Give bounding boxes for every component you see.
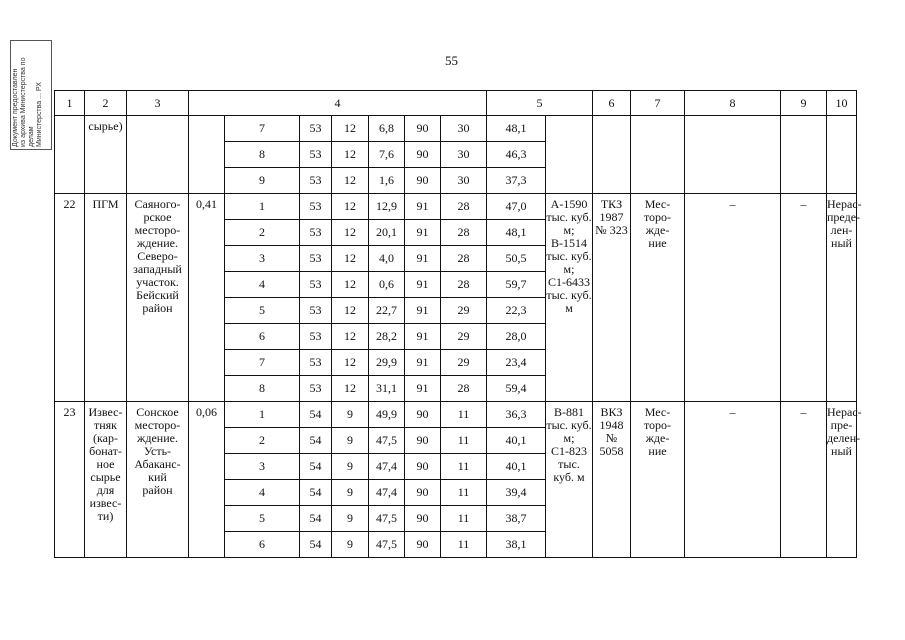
subtable-cell: 11 — [441, 480, 487, 506]
deposit-location-line: Бейский — [136, 288, 179, 302]
protocol-line: 1948 — [599, 418, 624, 432]
deposit-location-line: участок. — [136, 275, 179, 289]
subtable-cell: 46,3 — [487, 142, 546, 168]
mineral-name-line: для — [96, 483, 115, 497]
subtable-cell: 47,4 — [369, 454, 405, 480]
deposit-location — [127, 194, 189, 402]
protocol-line: № — [605, 431, 618, 445]
subtable-cell: 49,9 — [369, 402, 405, 428]
deposit-location — [127, 116, 189, 194]
subtable-cell: 11 — [441, 532, 487, 558]
fund-status-line: лен- — [830, 223, 853, 237]
mineral-name-line: ти) — [97, 509, 114, 523]
deposit-location-line: Абаканс- — [134, 457, 181, 471]
mineral-name-line: тняк — [93, 418, 117, 432]
mineral-name — [85, 116, 127, 194]
subtable-cell: 29 — [441, 324, 487, 350]
mineral-name-line: сырье — [90, 470, 121, 484]
subtable-cell: 90 — [405, 532, 441, 558]
subtable-cell: 28,2 — [369, 324, 405, 350]
subtable-cell: 7 — [225, 116, 300, 142]
deposit-location-line: месторо- — [134, 418, 181, 432]
protocol-line: № 323 — [595, 223, 628, 237]
area-value: 0,41 — [189, 194, 225, 402]
col8: – — [781, 402, 827, 558]
reserves — [546, 116, 593, 194]
header-cell: 9 — [781, 91, 827, 116]
deposit-location-line: район — [142, 483, 173, 497]
subtable-cell: 4 — [225, 480, 300, 506]
reserves-line: тыс. — [558, 457, 580, 471]
subtable-cell: 9 — [225, 168, 300, 194]
fund-status-line: Нерас- — [827, 405, 862, 419]
archive-stamp — [10, 40, 52, 150]
subtable-cell: 12 — [332, 142, 369, 168]
subtable-cell: 12 — [332, 376, 369, 402]
subtable-cell: 53 — [300, 298, 332, 324]
table-row — [55, 402, 857, 428]
subtable-cell: 54 — [300, 402, 332, 428]
fund-status-line: преде- — [827, 210, 861, 224]
reserves-line: В-881 — [554, 405, 584, 419]
subtable-cell: 53 — [300, 142, 332, 168]
object-type-line: жде- — [645, 431, 670, 445]
header-cell: 4 — [189, 91, 487, 116]
deposit-location-line: Усть- — [143, 444, 172, 458]
object-type-line: торо- — [643, 418, 672, 432]
subtable-cell: 29 — [441, 298, 487, 324]
header-row — [55, 91, 857, 116]
subtable-cell: 22,3 — [487, 298, 546, 324]
object-type-line: Мес- — [644, 405, 671, 419]
reserves — [546, 402, 593, 558]
header-cell: 6 — [593, 91, 631, 116]
subtable-cell: 90 — [405, 168, 441, 194]
subtable-cell: 38,7 — [487, 506, 546, 532]
subtable-cell: 47,0 — [487, 194, 546, 220]
subtable-cell: 53 — [300, 350, 332, 376]
deposit-location-line: ждение. — [137, 236, 178, 250]
subtable-cell: 11 — [441, 428, 487, 454]
reserves-line: тыс. куб. — [546, 288, 592, 302]
subtable-cell: 47,4 — [369, 480, 405, 506]
col8: – — [781, 194, 827, 402]
subtable-cell: 6 — [225, 324, 300, 350]
stamp-text — [10, 40, 52, 150]
subtable-cell: 28 — [441, 376, 487, 402]
reserves-line: куб. м — [553, 470, 585, 484]
object-type — [631, 402, 685, 558]
subtable-cell: 54 — [300, 480, 332, 506]
subtable-cell: 5 — [225, 298, 300, 324]
subtable-cell: 53 — [300, 272, 332, 298]
area-value — [189, 116, 225, 194]
subtable-cell: 9 — [332, 454, 369, 480]
subtable-cell: 5 — [225, 506, 300, 532]
subtable-cell: 9 — [332, 402, 369, 428]
subtable-cell: 28 — [441, 220, 487, 246]
subtable-cell: 90 — [405, 506, 441, 532]
subtable-cell: 28,0 — [487, 324, 546, 350]
header-cell: 3 — [127, 91, 189, 116]
mineral-name — [85, 194, 127, 402]
subtable-cell: 9 — [332, 428, 369, 454]
subtable-cell: 54 — [300, 532, 332, 558]
deposit-location-line: район — [142, 301, 173, 315]
subtable-cell: 3 — [225, 454, 300, 480]
mineral-name-line: сырье) — [88, 119, 123, 133]
subtable-cell: 90 — [405, 454, 441, 480]
subtable-cell: 3 — [225, 246, 300, 272]
header-cell: 2 — [85, 91, 127, 116]
protocol-line: ВКЗ — [600, 405, 623, 419]
subtable-cell: 90 — [405, 428, 441, 454]
deposits-table — [54, 90, 862, 558]
object-type-line: торо- — [643, 210, 672, 224]
subtable-cell: 7 — [225, 350, 300, 376]
mineral-name-line: извес- — [89, 496, 122, 510]
subtable-cell: 39,4 — [487, 480, 546, 506]
deposit-location-line: рское — [143, 210, 172, 224]
fund-status-line: делен- — [827, 431, 861, 445]
subtable-cell: 12 — [332, 168, 369, 194]
reserves-line: м; — [563, 431, 575, 445]
subtable-cell: 8 — [225, 376, 300, 402]
reserves-line: м; — [563, 223, 575, 237]
object-type-line: ние — [648, 236, 667, 250]
subtable-cell: 12 — [332, 220, 369, 246]
subtable-cell: 53 — [300, 324, 332, 350]
protocol — [593, 402, 631, 558]
fund-status — [827, 402, 862, 558]
subtable-cell: 9 — [332, 506, 369, 532]
col7: – — [685, 194, 781, 402]
fund-status-line: Нерас- — [827, 197, 862, 211]
deposit-location-line: кий — [148, 470, 167, 484]
subtable-cell: 91 — [405, 220, 441, 246]
subtable-cell: 30 — [441, 168, 487, 194]
mineral-name-line: ПГМ — [92, 197, 119, 211]
mineral-name-line: Извес- — [88, 405, 123, 419]
fund-status-line: ный — [831, 444, 852, 458]
subtable-cell: 4,0 — [369, 246, 405, 272]
mineral-name-line: ное — [96, 457, 115, 471]
protocol-line: ТКЗ — [600, 197, 623, 211]
deposit-location-line: месторо- — [134, 223, 181, 237]
subtable-cell: 90 — [405, 480, 441, 506]
subtable-cell: 11 — [441, 454, 487, 480]
subtable-cell: 28 — [441, 246, 487, 272]
subtable-cell: 40,1 — [487, 428, 546, 454]
subtable-cell: 91 — [405, 272, 441, 298]
subtable-cell: 47,5 — [369, 506, 405, 532]
header-cell: 7 — [631, 91, 685, 116]
subtable-cell: 30 — [441, 116, 487, 142]
subtable-cell: 9 — [332, 532, 369, 558]
subtable-cell: 1,6 — [369, 168, 405, 194]
subtable-cell: 90 — [405, 116, 441, 142]
protocol-line: 5058 — [599, 444, 624, 458]
subtable-cell: 37,3 — [487, 168, 546, 194]
subtable-cell: 0,6 — [369, 272, 405, 298]
header-cell: 8 — [685, 91, 781, 116]
reserves-line: А-1590 — [550, 197, 588, 211]
object-type — [631, 194, 685, 402]
reserves-line: тыс. куб. — [546, 418, 592, 432]
subtable-cell: 7,6 — [369, 142, 405, 168]
record-number: 23 — [55, 402, 85, 558]
subtable-cell: 48,1 — [487, 220, 546, 246]
subtable-cell: 53 — [300, 194, 332, 220]
record-number — [55, 116, 85, 194]
subtable-cell: 50,5 — [487, 246, 546, 272]
subtable-cell: 40,1 — [487, 454, 546, 480]
object-type-line: жде- — [645, 223, 670, 237]
subtable-cell: 6,8 — [369, 116, 405, 142]
subtable-cell: 54 — [300, 428, 332, 454]
subtable-cell: 12 — [332, 350, 369, 376]
subtable-cell: 4 — [225, 272, 300, 298]
page-number: 55 — [445, 53, 458, 68]
subtable-cell: 38,1 — [487, 532, 546, 558]
header-cell: 5 — [487, 91, 593, 116]
deposit-location-line: ждение. — [137, 431, 178, 445]
fund-status-line: ный — [831, 236, 852, 250]
subtable-cell: 20,1 — [369, 220, 405, 246]
subtable-cell: 6 — [225, 532, 300, 558]
reserves-line: С1-6433 — [548, 275, 590, 289]
subtable-cell: 90 — [405, 142, 441, 168]
subtable-cell: 12 — [332, 298, 369, 324]
subtable-cell: 11 — [441, 506, 487, 532]
mineral-name — [85, 402, 127, 558]
subtable-cell: 90 — [405, 402, 441, 428]
reserves-line: м — [565, 301, 573, 315]
protocol-line: 1987 — [599, 210, 624, 224]
subtable-cell: 91 — [405, 324, 441, 350]
deposit-location-line: Северо- — [137, 249, 178, 263]
subtable-cell: 59,4 — [487, 376, 546, 402]
subtable-cell: 12 — [332, 246, 369, 272]
subtable-cell: 59,7 — [487, 272, 546, 298]
reserves-line: тыс. куб. — [546, 210, 592, 224]
deposit-location-line: западный — [133, 262, 182, 276]
object-type-line: Мес- — [644, 197, 671, 211]
subtable-cell: 48,1 — [487, 116, 546, 142]
subtable-cell: 91 — [405, 194, 441, 220]
subtable-cell: 36,3 — [487, 402, 546, 428]
fund-status-line: пре- — [830, 418, 853, 432]
subtable-cell: 53 — [300, 168, 332, 194]
reserves-line: тыс. куб. — [546, 249, 592, 263]
reserves-line: В-1514 — [551, 236, 587, 250]
fund-status — [827, 116, 857, 194]
stamp-line: Документ предоставлен — [12, 68, 19, 147]
col7: – — [685, 402, 781, 558]
subtable-cell: 12 — [332, 272, 369, 298]
stamp-line: Министерства ... РХ — [36, 82, 43, 147]
fund-status — [827, 194, 862, 402]
mineral-name-line: (кар- — [93, 431, 118, 445]
subtable-cell: 28 — [441, 194, 487, 220]
subtable-cell: 53 — [300, 220, 332, 246]
subtable-cell: 29,9 — [369, 350, 405, 376]
subtable-cell: 23,4 — [487, 350, 546, 376]
subtable-cell: 53 — [300, 116, 332, 142]
subtable-cell: 11 — [441, 402, 487, 428]
subtable-cell: 12 — [332, 116, 369, 142]
object-type — [631, 116, 685, 194]
deposit-location-line: Саяного- — [134, 197, 181, 211]
subtable-cell: 54 — [300, 454, 332, 480]
reserves-line: С1-823 — [551, 444, 587, 458]
area-value: 0,06 — [189, 402, 225, 558]
subtable-cell: 91 — [405, 246, 441, 272]
col7 — [685, 116, 781, 194]
reserves-line: м; — [563, 262, 575, 276]
col8 — [781, 116, 827, 194]
header-cell: 1 — [55, 91, 85, 116]
object-type-line: ние — [648, 444, 667, 458]
header-cell: 10 — [827, 91, 857, 116]
protocol — [593, 116, 631, 194]
subtable-cell: 22,7 — [369, 298, 405, 324]
deposit-location — [127, 402, 189, 558]
subtable-cell: 53 — [300, 246, 332, 272]
reserves — [546, 194, 593, 402]
table-row — [55, 116, 857, 142]
deposit-location-line: Сонское — [136, 405, 179, 419]
subtable-cell: 12,9 — [369, 194, 405, 220]
subtable-cell: 1 — [225, 402, 300, 428]
subtable-cell: 30 — [441, 142, 487, 168]
mineral-name-line: бонат- — [89, 444, 122, 458]
subtable-cell: 47,5 — [369, 428, 405, 454]
subtable-cell: 28 — [441, 272, 487, 298]
subtable-cell: 8 — [225, 142, 300, 168]
subtable-cell: 2 — [225, 220, 300, 246]
stamp-line: из архива Министерства по делам — [20, 57, 35, 147]
subtable-cell: 54 — [300, 506, 332, 532]
table-row — [55, 194, 857, 220]
subtable-cell: 29 — [441, 350, 487, 376]
subtable-cell: 31,1 — [369, 376, 405, 402]
subtable-cell: 12 — [332, 194, 369, 220]
subtable-cell: 9 — [332, 480, 369, 506]
subtable-cell: 1 — [225, 194, 300, 220]
subtable-cell: 53 — [300, 376, 332, 402]
protocol — [593, 194, 631, 402]
subtable-cell: 47,5 — [369, 532, 405, 558]
subtable-cell: 2 — [225, 428, 300, 454]
subtable-cell: 91 — [405, 376, 441, 402]
record-number: 22 — [55, 194, 85, 402]
subtable-cell: 91 — [405, 298, 441, 324]
subtable-cell: 91 — [405, 350, 441, 376]
subtable-cell: 12 — [332, 324, 369, 350]
